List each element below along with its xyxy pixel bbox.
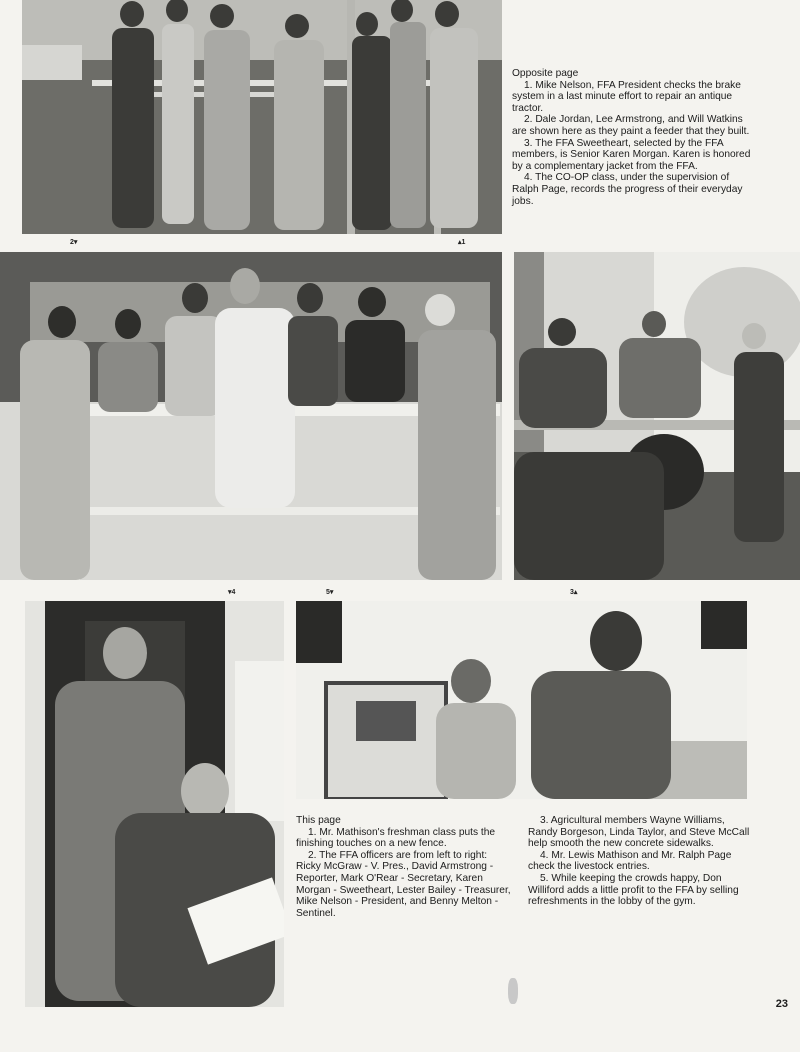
this-caption-3: 3. Agricultural members Wayne Williams, Randy Borgeson, Linda Taylor, and Steve McCall help smooth the new concrete sidewalks. [528, 815, 750, 850]
this-page-captions-left [296, 815, 514, 919]
this-page-heading: This page [296, 815, 341, 826]
photo-marker-3: 3▴ [570, 589, 578, 596]
opposite-caption-4: 4. The CO-OP class, under the supervision of Ralph Page, records the progress of their everyday jobs. [512, 172, 743, 207]
page-number: 23 [775, 998, 788, 1010]
paper-speck [508, 978, 518, 1004]
photo-marker-4: ▾4 [228, 589, 236, 596]
this-page-captions-right [528, 815, 750, 908]
opposite-caption-1: 1. Mike Nelson, FFA President checks the brake system in a last minute effort to repair an antique tractor. [512, 79, 741, 114]
this-caption-1: 1. Mr. Mathison's freshman class puts the finishing touches on a new fence. [296, 826, 496, 850]
photo-livestock-entries [25, 601, 284, 1007]
opposite-caption-3: 3. The FFA Sweetheart, selected by the FFA members, is Senior Karen Morgan. Karen is honored by a complementary jacket from the FFA. [512, 137, 751, 172]
this-caption-5: 5. While keeping the crowds happy, Don Williford adds a little profit to the FFA by selling refreshments in the lobby of the gym. [528, 872, 739, 908]
photo-fence-building [22, 0, 502, 234]
photo-marker-5: 5▾ [326, 589, 334, 596]
opposite-page-captions [512, 68, 752, 207]
opposite-caption-2: 2. Dale Jordan, Lee Armstrong, and Will Watkins are shown here as they paint a feeder that they built. [512, 114, 750, 137]
this-caption-2: 2. The FFA officers are from left to right: Ricky McGraw - V. Pres., David Armstrong - Reporter, Mark O'Rear - Secretary, Karen Morgan - Sweetheart, Lester Bailey - Treasurer, Mike Nelson - President, and Benny Melton - Sentinel. [296, 849, 511, 919]
opposite-page-heading: Opposite page [512, 68, 579, 79]
this-caption-4: 4. Mr. Lewis Mathison and Mr. Ralph Page check the livestock entries. [528, 849, 732, 873]
photo-refreshments-lobby [296, 601, 747, 799]
photo-marker-1: ▴1 [458, 239, 466, 246]
photo-concrete-sidewalks [514, 252, 800, 580]
photo-marker-2: 2▾ [70, 239, 78, 246]
photo-ffa-officers [0, 252, 502, 580]
